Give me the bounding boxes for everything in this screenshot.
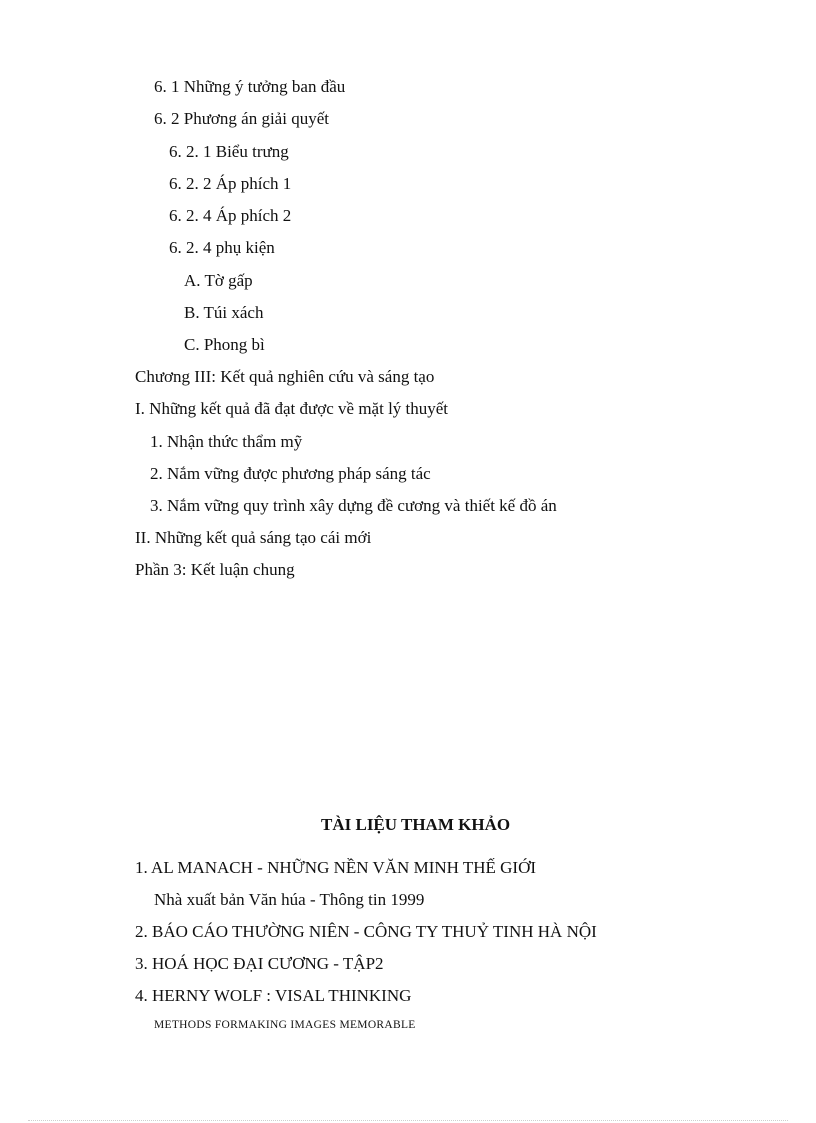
- outline-item: 6. 2. 2 Áp phích 1: [169, 174, 292, 193]
- outline-item: 6. 1 Những ý tưởng ban đầu: [154, 77, 346, 96]
- outline-item: 6. 2. 1 Biểu trưng: [169, 142, 289, 161]
- reference-item: 1. AL MANACH - NHỮNG NỀN VĂN MINH THẾ GIỚI: [135, 858, 537, 877]
- outline-item: 1. Nhận thức thẩm mỹ: [150, 432, 303, 451]
- outline-item: 2. Nắm vững được phương pháp sáng tác: [150, 464, 431, 483]
- reference-item: 2. BÁO CÁO THƯỜNG NIÊN - CÔNG TY THUỶ TINH HÀ NỘI: [135, 922, 597, 941]
- outline-item: A. Tờ gấp: [184, 271, 253, 290]
- outline-item: 3. Nắm vững quy trình xây dựng đề cương và thiết kế đồ án: [150, 496, 557, 515]
- outline-item: II. Những kết quả sáng tạo cái mới: [135, 528, 372, 547]
- reference-item: 3. HOÁ HỌC ĐẠI CƯƠNG - TẬP2: [135, 954, 384, 973]
- outline-item: Phần 3: Kết luận chung: [135, 560, 295, 579]
- outline-item: C. Phong bì: [184, 335, 265, 354]
- page-bottom-divider: [28, 1120, 788, 1121]
- references-title: TÀI LIỆU THAM KHẢO: [321, 815, 511, 834]
- reference-item: 4. HERNY WOLF : VISAL THINKING: [135, 986, 412, 1005]
- outline-item: 6. 2. 4 Áp phích 2: [169, 206, 292, 225]
- reference-detail: METHODS FORMAKING IMAGES MEMORABLE: [154, 1019, 416, 1031]
- outline-item: I. Những kết quả đã đạt được về mặt lý thuyết: [135, 399, 449, 418]
- chapter-heading: Chương III: Kết quả nghiên cứu và sáng tạo: [135, 367, 435, 386]
- outline-item: B. Túi xách: [184, 303, 264, 322]
- outline-item: 6. 2. 4 phụ kiện: [169, 238, 275, 257]
- outline-item: 6. 2 Phương án giải quyết: [154, 109, 329, 128]
- reference-detail: Nhà xuất bản Văn húa - Thông tin 1999: [154, 890, 425, 909]
